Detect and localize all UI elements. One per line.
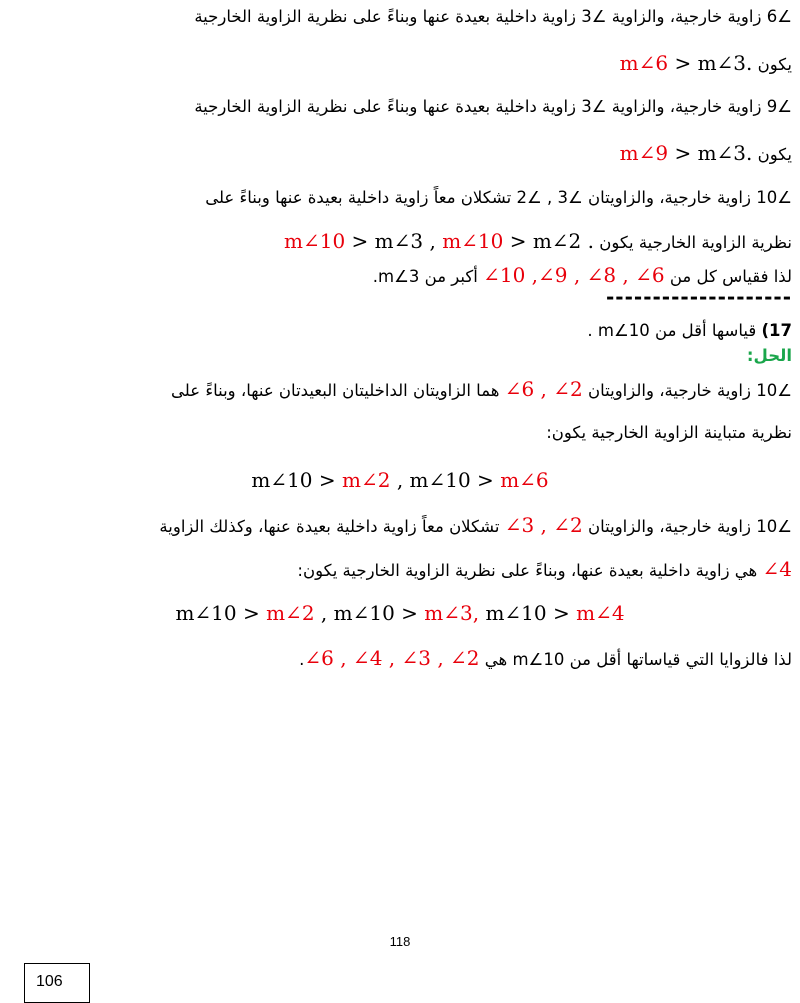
red-angle-4: ∠4 — [762, 557, 792, 581]
eq-red: m∠4 — [576, 601, 625, 625]
red-angle-list-final: ∠6 , ∠4 , ∠3 , ∠2 — [304, 646, 480, 670]
eq-part: , m∠10 > — [320, 601, 418, 625]
solution-line-1 — [8, 376, 792, 404]
paragraph-line-1: ∠6 زاوية خارجية، والزاوية ∠3 زاوية داخلية بعيدة عنها وبناءً على نظرية الزاوية الخارجية — [194, 7, 792, 26]
solution-line-3 — [8, 512, 792, 540]
label-theorem: نظرية الزاوية الخارجية يكون — [599, 233, 792, 252]
angle-black: m∠3 — [697, 51, 747, 75]
label-yakun: يكون — [757, 145, 792, 164]
eq-red: m∠6 — [500, 468, 549, 492]
paragraph-line-5: ∠10 زاوية خارجية، والزاويتان ∠3 , ∠2 تشكلان معاً زاوية داخلية بعيدة عنها وبناءً على — [205, 188, 792, 207]
eq-red: m∠2 — [266, 601, 315, 625]
question-17 — [8, 318, 792, 344]
red-angle-list: ∠10 ,∠9 , ∠8 , ∠6 — [483, 263, 665, 287]
book-page-box: 106 — [24, 963, 90, 1003]
text-interior: هي زاوية داخلية بعيدة عنها، وبناءً على نظرية الزاوية الخارجية يكون: — [297, 561, 758, 580]
solution-line-2: نظرية متباينة الزاوية الخارجية يكون: — [546, 423, 792, 442]
solution-label-line — [8, 343, 792, 369]
paragraph-line-4 — [8, 140, 792, 168]
eq-red: m∠3, — [424, 601, 480, 625]
paragraph-line-2 — [8, 50, 792, 78]
inequality-10: m∠10 > m∠3 , m∠10 > m∠2 . — [284, 229, 594, 253]
red-angles-3-2: ∠3 , ∠2 — [504, 513, 583, 537]
text-conclusion: لذا فالزوايا التي قياساتها أقل من m∠10 هي — [484, 650, 792, 669]
text-so: لذا فقياس كل من — [669, 267, 792, 286]
equation-1 — [0, 467, 800, 493]
text-greater: أكبر من m∠3. — [372, 267, 478, 286]
question-number: 17) — [761, 321, 792, 340]
inequality-6-3: m∠6 > m∠3. — [619, 51, 753, 75]
period: . — [299, 650, 305, 669]
page-number: 118 — [389, 934, 411, 949]
eq-red: m∠2 — [342, 468, 391, 492]
angle-red: m∠6 — [619, 51, 669, 75]
label-yakun: يكون — [757, 55, 792, 74]
solution-conclusion — [8, 645, 792, 673]
text-remote: هما الزاويتان الداخليتان البعيدتان عنها، وبناءً على — [171, 381, 500, 400]
eq-part: m∠10 > — [485, 601, 570, 625]
angle-red: m∠10 — [442, 229, 504, 253]
question-text: قياسها أقل من m∠10 . — [587, 321, 757, 340]
angle-black: m∠3 — [697, 141, 747, 165]
solution-label: الحل: — [746, 346, 792, 365]
text-exterior: ∠10 زاوية خارجية، والزاويتان — [588, 381, 792, 400]
inequality-9-3: m∠9 > m∠3. — [619, 141, 753, 165]
red-angles-6-2: ∠6 , ∠2 — [504, 377, 583, 401]
eq-part: m∠10 > — [251, 468, 336, 492]
text-combined: تشكلان معاً زاوية داخلية بعيدة عنها، وكذلك الزاوية — [159, 517, 500, 536]
paragraph-line-3: ∠9 زاوية خارجية، والزاوية ∠3 زاوية داخلية بعيدة عنها وبناءً على نظرية الزاوية الخارجية — [194, 97, 792, 116]
text-exterior: ∠10 زاوية خارجية، والزاويتان — [588, 517, 792, 536]
separator-dashes: -------------------- — [605, 285, 792, 309]
equation-2 — [0, 600, 800, 626]
angle-red: m∠9 — [619, 141, 669, 165]
eq-part: m∠10 > — [175, 601, 260, 625]
solution-line-4 — [8, 556, 792, 584]
eq-part: , m∠10 > — [396, 468, 494, 492]
paragraph-line-6 — [8, 228, 792, 256]
angle-red: m∠10 — [284, 229, 346, 253]
